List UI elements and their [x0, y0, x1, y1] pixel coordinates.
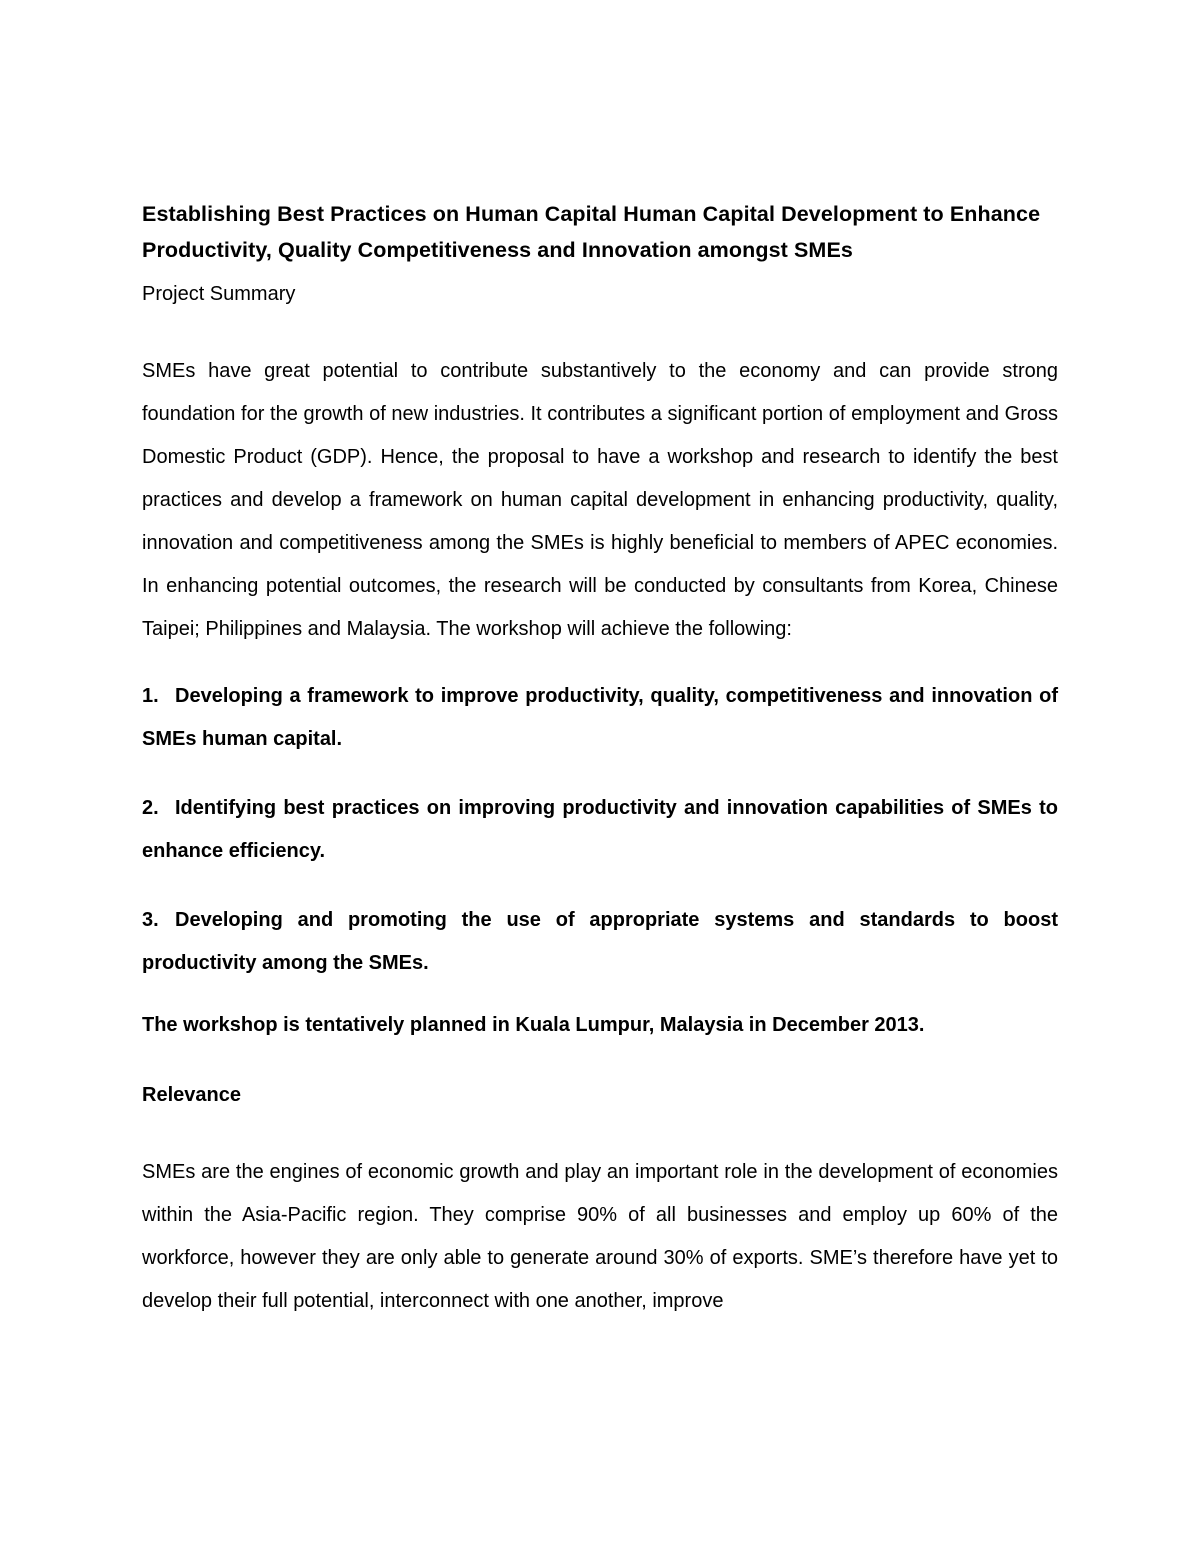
summary-paragraph: SMEs have great potential to contribute substantively to the economy and can provide strong foundation for the growth of new industries. It contributes a significant portion of employment and Gross Domestic Product (GDP). Hence, the proposal to have a workshop and research to identify the best practices and develop a framework on human capital development in enhancing productivity, quality, innovation and competitiveness among the SMEs is highly beneficial to members of APEC economies. In enhancing potential outcomes, the research will be conducted by consultants from Korea, Chinese Taipei; Philippines and Malaysia. The workshop will achieve the following:: [142, 360, 1058, 640]
objective-number: 2.: [142, 797, 159, 819]
objective-text: Developing and promoting the use of appropriate systems and standards to boost productivity among the SMEs.: [142, 909, 1058, 974]
workshop-note: The workshop is tentatively planned in Kuala Lumpur, Malaysia in December 2013.: [142, 1014, 925, 1036]
objective-number: 1.: [142, 685, 159, 707]
objective-number: 3.: [142, 909, 159, 931]
objective-item: [142, 899, 1058, 985]
relevance-paragraph: SMEs are the engines of economic growth and play an important role in the development of economies within the Asia-Pacific region. They comprise 90% of all businesses and employ up 60% of the workforce, however they are only able to generate around 30% of exports. SME’s therefore have yet to develop their full potential, interconnect with one another, improve: [142, 1161, 1058, 1312]
project-summary-label: Project Summary: [142, 283, 296, 305]
objective-text: Developing a framework to improve productivity, quality, competitiveness and innovation of SMEs human capital.: [142, 685, 1058, 750]
objective-item: [142, 675, 1058, 761]
document-page: [142, 196, 1058, 1323]
relevance-heading: Relevance: [142, 1084, 241, 1106]
document-title: Establishing Best Practices on Human Capital Human Capital Development to Enhance Productivity, Quality Competitiveness and Innovation amongst SMEs: [142, 202, 1041, 262]
objective-text: Identifying best practices on improving productivity and innovation capabilities of SMEs to enhance efficiency.: [142, 797, 1058, 862]
objective-item: [142, 787, 1058, 873]
